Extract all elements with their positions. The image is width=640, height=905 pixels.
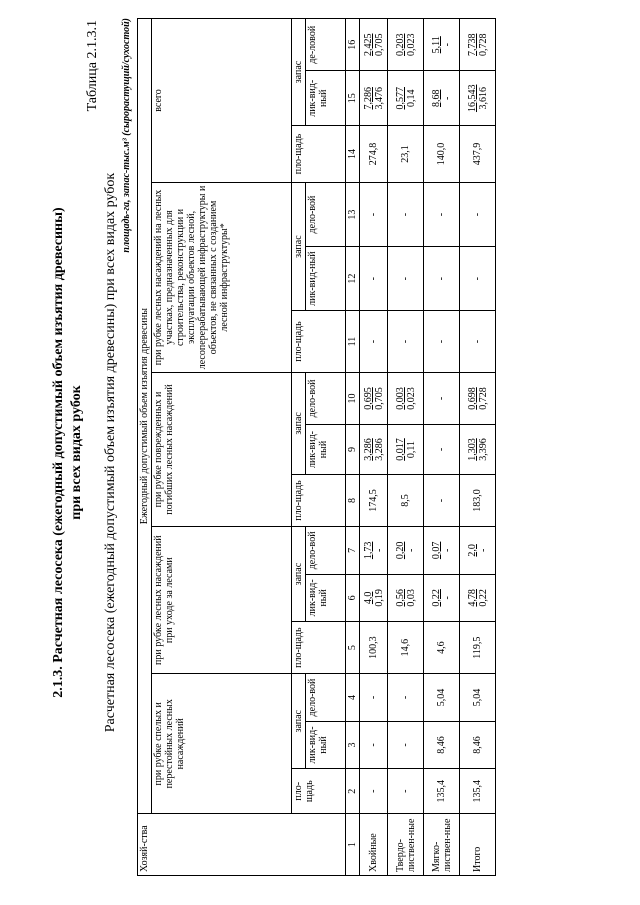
cell-value: 0,705 bbox=[373, 33, 385, 56]
area-cell: 174,5 bbox=[360, 474, 388, 526]
business-cell bbox=[360, 674, 388, 721]
area-header: пло-щадь bbox=[292, 126, 346, 183]
table-row bbox=[460, 19, 496, 876]
cell-value: - bbox=[368, 743, 379, 747]
column-number: 3 bbox=[346, 721, 360, 768]
cell-value: 3,476 bbox=[373, 87, 385, 110]
business-header: дело-вой bbox=[306, 372, 346, 424]
allowed-volume-header: Ежегодный допустимый объем изъятия древесины bbox=[138, 19, 152, 814]
business-cell bbox=[460, 19, 496, 71]
cell-value: - bbox=[368, 695, 379, 700]
cell-value: 0,14 bbox=[405, 89, 417, 108]
cell-value: 2,0 bbox=[466, 544, 478, 557]
column-number: 2 bbox=[346, 769, 360, 814]
liquid-cell bbox=[424, 425, 460, 475]
farm-cell: Твердо-листвен-ные bbox=[388, 814, 424, 876]
header-row-1 bbox=[138, 19, 152, 876]
header-row-3 bbox=[292, 19, 306, 876]
liquid-cell bbox=[388, 574, 424, 621]
cell-value: 0,07 bbox=[430, 541, 442, 560]
cell-value: 0,728 bbox=[477, 33, 489, 56]
cell-value: 5,04 bbox=[472, 688, 483, 707]
area-cell: - bbox=[460, 311, 496, 373]
column-number: 10 bbox=[346, 372, 360, 424]
business-header: дело-вой bbox=[306, 183, 346, 247]
liquid-cell bbox=[424, 574, 460, 621]
table-number: Таблица 2.1.3.1 bbox=[85, 20, 100, 112]
business-cell bbox=[388, 674, 424, 721]
business-cell bbox=[388, 19, 424, 71]
liquid-cell bbox=[360, 247, 388, 311]
cell-value: 0,003 bbox=[394, 387, 406, 410]
stock-header: запас bbox=[292, 674, 306, 769]
cell-value: 7,738 bbox=[466, 33, 478, 56]
allowed-cut-table bbox=[137, 18, 496, 876]
area-cell: - bbox=[424, 311, 460, 373]
column-number: 14 bbox=[346, 126, 360, 183]
liquid-cell bbox=[460, 721, 496, 768]
cell-value: - bbox=[405, 548, 417, 553]
business-cell bbox=[424, 527, 460, 574]
cell-value: 4,78 bbox=[466, 589, 478, 607]
area-cell: - bbox=[388, 311, 424, 373]
area-cell: 274,8 bbox=[360, 126, 388, 183]
section-heading-line2: при всех видах рубок bbox=[69, 385, 84, 520]
column-number: 4 bbox=[346, 674, 360, 721]
farm-cell: Мягко-листвен-ные bbox=[424, 814, 460, 876]
cell-value: - bbox=[477, 548, 489, 553]
cell-value: 0,19 bbox=[373, 589, 385, 607]
area-cell: 4,6 bbox=[424, 622, 460, 674]
stock-header: запас bbox=[292, 527, 306, 622]
liquid-header: лик-вид-ный bbox=[306, 425, 346, 475]
business-cell bbox=[424, 372, 460, 424]
cell-value: 16,543 bbox=[466, 84, 478, 113]
liquid-cell bbox=[360, 71, 388, 126]
area-cell: 119,5 bbox=[460, 622, 496, 674]
area-cell: - bbox=[388, 769, 424, 814]
cell-value: 2,425 bbox=[362, 33, 374, 56]
cell-value: - bbox=[436, 276, 447, 281]
business-cell bbox=[460, 527, 496, 574]
cell-value: - bbox=[441, 43, 453, 47]
farm-cell: Хвойные bbox=[360, 814, 388, 876]
liquid-cell bbox=[360, 721, 388, 768]
liquid-cell bbox=[388, 71, 424, 126]
liquid-cell bbox=[388, 425, 424, 475]
cell-value: - bbox=[436, 396, 447, 401]
area-cell: 183,0 bbox=[460, 474, 496, 526]
farm-header: Хозяй-ства bbox=[138, 814, 346, 876]
column-number: 13 bbox=[346, 183, 360, 247]
cell-value: - bbox=[400, 743, 411, 747]
area-cell: 437,9 bbox=[460, 126, 496, 183]
business-cell bbox=[460, 183, 496, 247]
cell-value: - bbox=[400, 276, 411, 281]
table-caption: Расчетная лесосека (ежегодный допустимый объем изъятия древесины) при всех видах рубок bbox=[103, 172, 118, 733]
area-header: пло-щадь bbox=[292, 622, 346, 674]
cell-value: 0,03 bbox=[405, 589, 417, 607]
business-cell bbox=[388, 527, 424, 574]
liquid-cell bbox=[460, 574, 496, 621]
cell-value: 3,396 bbox=[477, 438, 489, 461]
area-cell: 135,4 bbox=[460, 769, 496, 814]
cell-value: - bbox=[472, 276, 483, 281]
cell-value: 3,616 bbox=[477, 87, 489, 110]
cell-value: - bbox=[368, 276, 379, 281]
cell-value: 0,577 bbox=[394, 87, 406, 110]
table-row bbox=[388, 19, 424, 876]
cell-value: 0,695 bbox=[362, 387, 374, 410]
column-number: 15 bbox=[346, 71, 360, 126]
liquid-cell bbox=[388, 247, 424, 311]
area-cell: - bbox=[360, 311, 388, 373]
area-cell: 8,5 bbox=[388, 474, 424, 526]
cell-value: - bbox=[400, 695, 411, 700]
cell-value: 8,68 bbox=[430, 89, 442, 108]
liquid-cell bbox=[460, 71, 496, 126]
cell-value: 0,22 bbox=[430, 589, 442, 607]
cell-value: 0,705 bbox=[373, 387, 385, 410]
business-cell bbox=[388, 372, 424, 424]
cell-value: 8,46 bbox=[472, 736, 483, 754]
liquid-header: лик-вид-ный bbox=[306, 247, 346, 311]
column-number: 6 bbox=[346, 574, 360, 621]
business-cell bbox=[424, 19, 460, 71]
group-mature-header: при рубке спелых и перестойных лесных насаждений bbox=[152, 674, 292, 814]
group-damaged-header: при рубке поврежденных и погибших лесных насаждений bbox=[152, 372, 292, 526]
table-body bbox=[360, 19, 496, 876]
liquid-cell bbox=[424, 71, 460, 126]
cell-value: 0,56 bbox=[394, 589, 406, 607]
business-cell bbox=[360, 19, 388, 71]
liquid-cell bbox=[460, 247, 496, 311]
area-header: пло-щадь bbox=[292, 474, 346, 526]
column-number: 1 bbox=[346, 814, 360, 876]
cell-value: 3,286 bbox=[373, 438, 385, 461]
cell-value: 1,73 bbox=[362, 541, 374, 560]
business-cell bbox=[360, 527, 388, 574]
liquid-cell bbox=[360, 425, 388, 475]
liquid-cell bbox=[424, 721, 460, 768]
stock-header: запас bbox=[292, 372, 306, 474]
cell-value: 0,698 bbox=[466, 387, 478, 410]
cell-value: 7,286 bbox=[362, 87, 374, 110]
cell-value: - bbox=[436, 447, 447, 452]
cell-value: 3,286 bbox=[362, 438, 374, 461]
liquid-cell bbox=[424, 247, 460, 311]
business-header: дело-вой bbox=[306, 674, 346, 721]
area-cell: 140,0 bbox=[424, 126, 460, 183]
column-number: 5 bbox=[346, 622, 360, 674]
area-cell: - bbox=[424, 474, 460, 526]
stock-header: запас bbox=[292, 183, 306, 311]
area-cell: 14,6 bbox=[388, 622, 424, 674]
business-cell bbox=[388, 183, 424, 247]
group-total-header: всего bbox=[152, 19, 292, 183]
cell-value: - bbox=[400, 212, 411, 217]
column-number-row bbox=[346, 19, 360, 876]
cell-value: 4,0 bbox=[362, 591, 374, 605]
liquid-cell bbox=[360, 574, 388, 621]
cell-value: - bbox=[441, 96, 453, 100]
area-cell: 135,4 bbox=[424, 769, 460, 814]
stock-header: запас bbox=[292, 19, 306, 126]
cell-value: - bbox=[472, 212, 483, 217]
business-header: дело-вой bbox=[306, 527, 346, 574]
cell-value: 0,017 bbox=[394, 438, 406, 461]
group-construction-header: при рубке лесных насаждений на лесных участках, предназначенных для строительства, реконструкции и эксплуатации объектов лесной, лесоперерабатывающей инфраструктуры и объектов, не связанных с созданием лесной инфраструктуры* bbox=[152, 183, 292, 373]
area-cell: 23,1 bbox=[388, 126, 424, 183]
cell-value: 0,023 bbox=[405, 387, 417, 410]
cell-value: 0,11 bbox=[405, 440, 417, 459]
cell-value: 1,303 bbox=[466, 438, 478, 461]
units-note: площадь-га, запас-тыс.м³ (сырорастущий/сухостой) bbox=[121, 18, 132, 253]
farm-cell: Итого bbox=[460, 814, 496, 876]
section-heading-line1: 2.1.3. Расчетная лесосека (ежегодный допустимый объем изъятия древесины) bbox=[51, 207, 66, 698]
header-row-2 bbox=[152, 19, 292, 876]
business-cell bbox=[424, 674, 460, 721]
cell-value: 0,728 bbox=[477, 387, 489, 410]
business-cell bbox=[460, 372, 496, 424]
area-cell: 100,3 bbox=[360, 622, 388, 674]
cell-value: - bbox=[373, 548, 385, 553]
cell-value: - bbox=[441, 548, 453, 553]
liquid-cell bbox=[460, 425, 496, 475]
column-number: 12 bbox=[346, 247, 360, 311]
business-cell bbox=[360, 183, 388, 247]
liquid-header: лик-вид-ный bbox=[306, 71, 346, 126]
column-number: 16 bbox=[346, 19, 360, 71]
liquid-cell bbox=[388, 721, 424, 768]
cell-value: 0,203 bbox=[394, 33, 406, 56]
group-care-header: при рубке лесных насаждений при уходе за лесами bbox=[152, 527, 292, 674]
area-cell: - bbox=[360, 769, 388, 814]
area-header: пло-щадь bbox=[292, 311, 346, 373]
column-number: 9 bbox=[346, 425, 360, 475]
liquid-header: лик-вид-ный bbox=[306, 574, 346, 621]
column-number: 11 bbox=[346, 311, 360, 373]
cell-value: - bbox=[436, 212, 447, 217]
cell-value: - bbox=[368, 212, 379, 217]
business-header: де-ловой bbox=[306, 19, 346, 71]
area-header: пло-щадь bbox=[292, 769, 346, 814]
cell-value: 5,04 bbox=[436, 688, 447, 707]
business-cell bbox=[360, 372, 388, 424]
cell-value: - bbox=[441, 596, 453, 600]
cell-value: 0,20 bbox=[394, 541, 406, 560]
cell-value: 0,023 bbox=[405, 33, 417, 56]
liquid-header: лик-вид-ный bbox=[306, 721, 346, 768]
column-number: 7 bbox=[346, 527, 360, 574]
cell-value: 8,46 bbox=[436, 736, 447, 754]
table-row bbox=[424, 19, 460, 876]
cell-value: 5,11 bbox=[430, 36, 442, 54]
column-number: 8 bbox=[346, 474, 360, 526]
cell-value: 0,22 bbox=[477, 589, 489, 607]
table-row bbox=[360, 19, 388, 876]
business-cell bbox=[460, 674, 496, 721]
business-cell bbox=[424, 183, 460, 247]
